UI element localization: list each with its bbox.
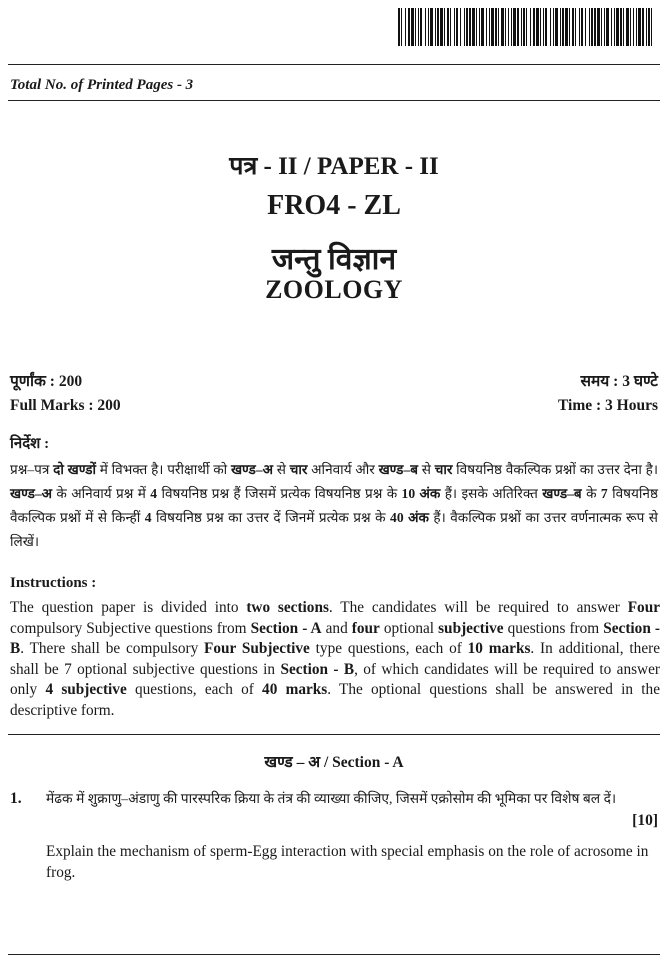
text: . In additional, there shall be 7 optional subjective questions in [10, 640, 661, 678]
bold-text: subjective [438, 619, 504, 637]
bold-text: Section - A [250, 619, 322, 637]
bold-text: चार [289, 462, 308, 477]
bold-text: two sections [246, 599, 329, 616]
bold-text: Section - B [10, 619, 660, 658]
bold-text: चार [434, 462, 453, 477]
bottom-divider [8, 954, 660, 955]
bold-text: Four [627, 599, 660, 616]
text: विषयनिष्ठ प्रश्न हैं जिसमें प्रत्येक विषयनिष्ठ प्रश्न के [157, 486, 402, 501]
subject-english: ZOOLOGY [265, 275, 403, 304]
bold-text: 4 subjective [45, 681, 127, 699]
text: . The candidates will be required to answer [328, 599, 628, 616]
text: हैं। इसके अतिरिक्त [440, 486, 543, 501]
text: प्रश्न–पत्र [10, 462, 54, 477]
text: के [581, 486, 601, 501]
marks-time-english [10, 397, 658, 415]
text: , of which candidates will be required to answer only [10, 660, 660, 699]
time-english: Time : 3 Hours [557, 397, 658, 414]
bold-text: Section - B [280, 660, 355, 678]
text: type questions, each of [309, 640, 468, 658]
text: से [272, 462, 290, 477]
full-marks-english: Full Marks : 200 [10, 397, 121, 414]
marks-time-hindi [10, 369, 658, 391]
text: विषयनिष्ठ प्रश्न का उत्तर दें जिनमें प्रत्येक प्रश्न के [151, 510, 391, 525]
text: and [321, 619, 352, 637]
section-a-title: खण्ड – अ / Section - A [264, 754, 404, 771]
question-text-hindi: मेंढक में शुक्राणु–अंडाणु की पारस्परिक क्रिया के तंत्र की व्याख्या कीजिए, जिसमें एक्रोसोम की भूमिका पर विशेष बल दें। [46, 791, 617, 806]
bold-text: खण्ड–अ [10, 486, 53, 501]
text: compulsory Subjective questions from [10, 619, 251, 637]
instructions-hindi [10, 458, 658, 554]
text: optional [379, 619, 439, 637]
paper-number: पत्र - II / PAPER - II [229, 153, 439, 180]
full-marks-hindi: पूर्णांक : 200 [10, 373, 83, 390]
header-divider [8, 100, 660, 101]
question-marks: [10] [632, 812, 658, 829]
top-divider [8, 64, 660, 65]
text: अनिवार्य और [307, 462, 379, 477]
text: विषयनिष्ठ वैकल्पिक प्रश्नों का उत्तर देना है। [452, 462, 658, 477]
text: questions from [503, 619, 604, 637]
bold-text: Four Subjective [204, 640, 310, 658]
instructions-heading-hindi: निर्देश : [10, 436, 50, 452]
bold-text: 4 [144, 510, 152, 525]
question-text-english: Explain the mechanism of sperm-Egg interaction with special emphasis on the role of acrosome in frog. [46, 843, 649, 881]
bold-text: खण्ड–ब [378, 462, 418, 477]
bold-text: 10 marks [467, 640, 531, 658]
question-number: 1. [10, 790, 22, 807]
bold-text: 7 [600, 486, 608, 501]
bold-text: खण्ड–ब [542, 486, 582, 501]
section-divider [8, 734, 660, 735]
bold-text: four [351, 619, 380, 637]
time-hindi: समय : 3 घण्टे [580, 373, 658, 390]
bold-text: 40 अंक [390, 510, 429, 525]
bold-text: 4 [150, 486, 158, 501]
instructions-english [10, 598, 660, 722]
text: . There shall be compulsory [20, 640, 205, 658]
bold-text: 40 marks [262, 681, 328, 699]
text: हैं। वैकल्पिक प्रश्नों का उत्तर वर्णनात्मक रूप से लिखें। [10, 510, 658, 549]
text: में विभक्त है। परीक्षार्थी को [96, 462, 231, 477]
text: विषयनिष्ठ वैकल्पिक प्रश्नों में से किन्हीं [10, 486, 658, 525]
text: के अनिवार्य प्रश्न में [52, 486, 151, 501]
subject-hindi: जन्तु विज्ञान [271, 243, 397, 276]
text: से [417, 462, 435, 477]
paper-code: FRO4 - ZL [267, 190, 401, 221]
text: . The optional questions shall be answered in the descriptive form. [10, 681, 660, 719]
bold-text: दो खण्डों [53, 462, 96, 477]
text: The question paper is divided into [10, 599, 247, 616]
bold-text: 10 अंक [401, 486, 441, 501]
instructions-heading-english: Instructions : [10, 575, 97, 591]
barcode [398, 8, 654, 46]
bold-text: खण्ड–अ [230, 462, 273, 477]
printed-pages-label: Total No. of Printed Pages - 3 [10, 77, 194, 93]
text: questions, each of [126, 681, 263, 699]
